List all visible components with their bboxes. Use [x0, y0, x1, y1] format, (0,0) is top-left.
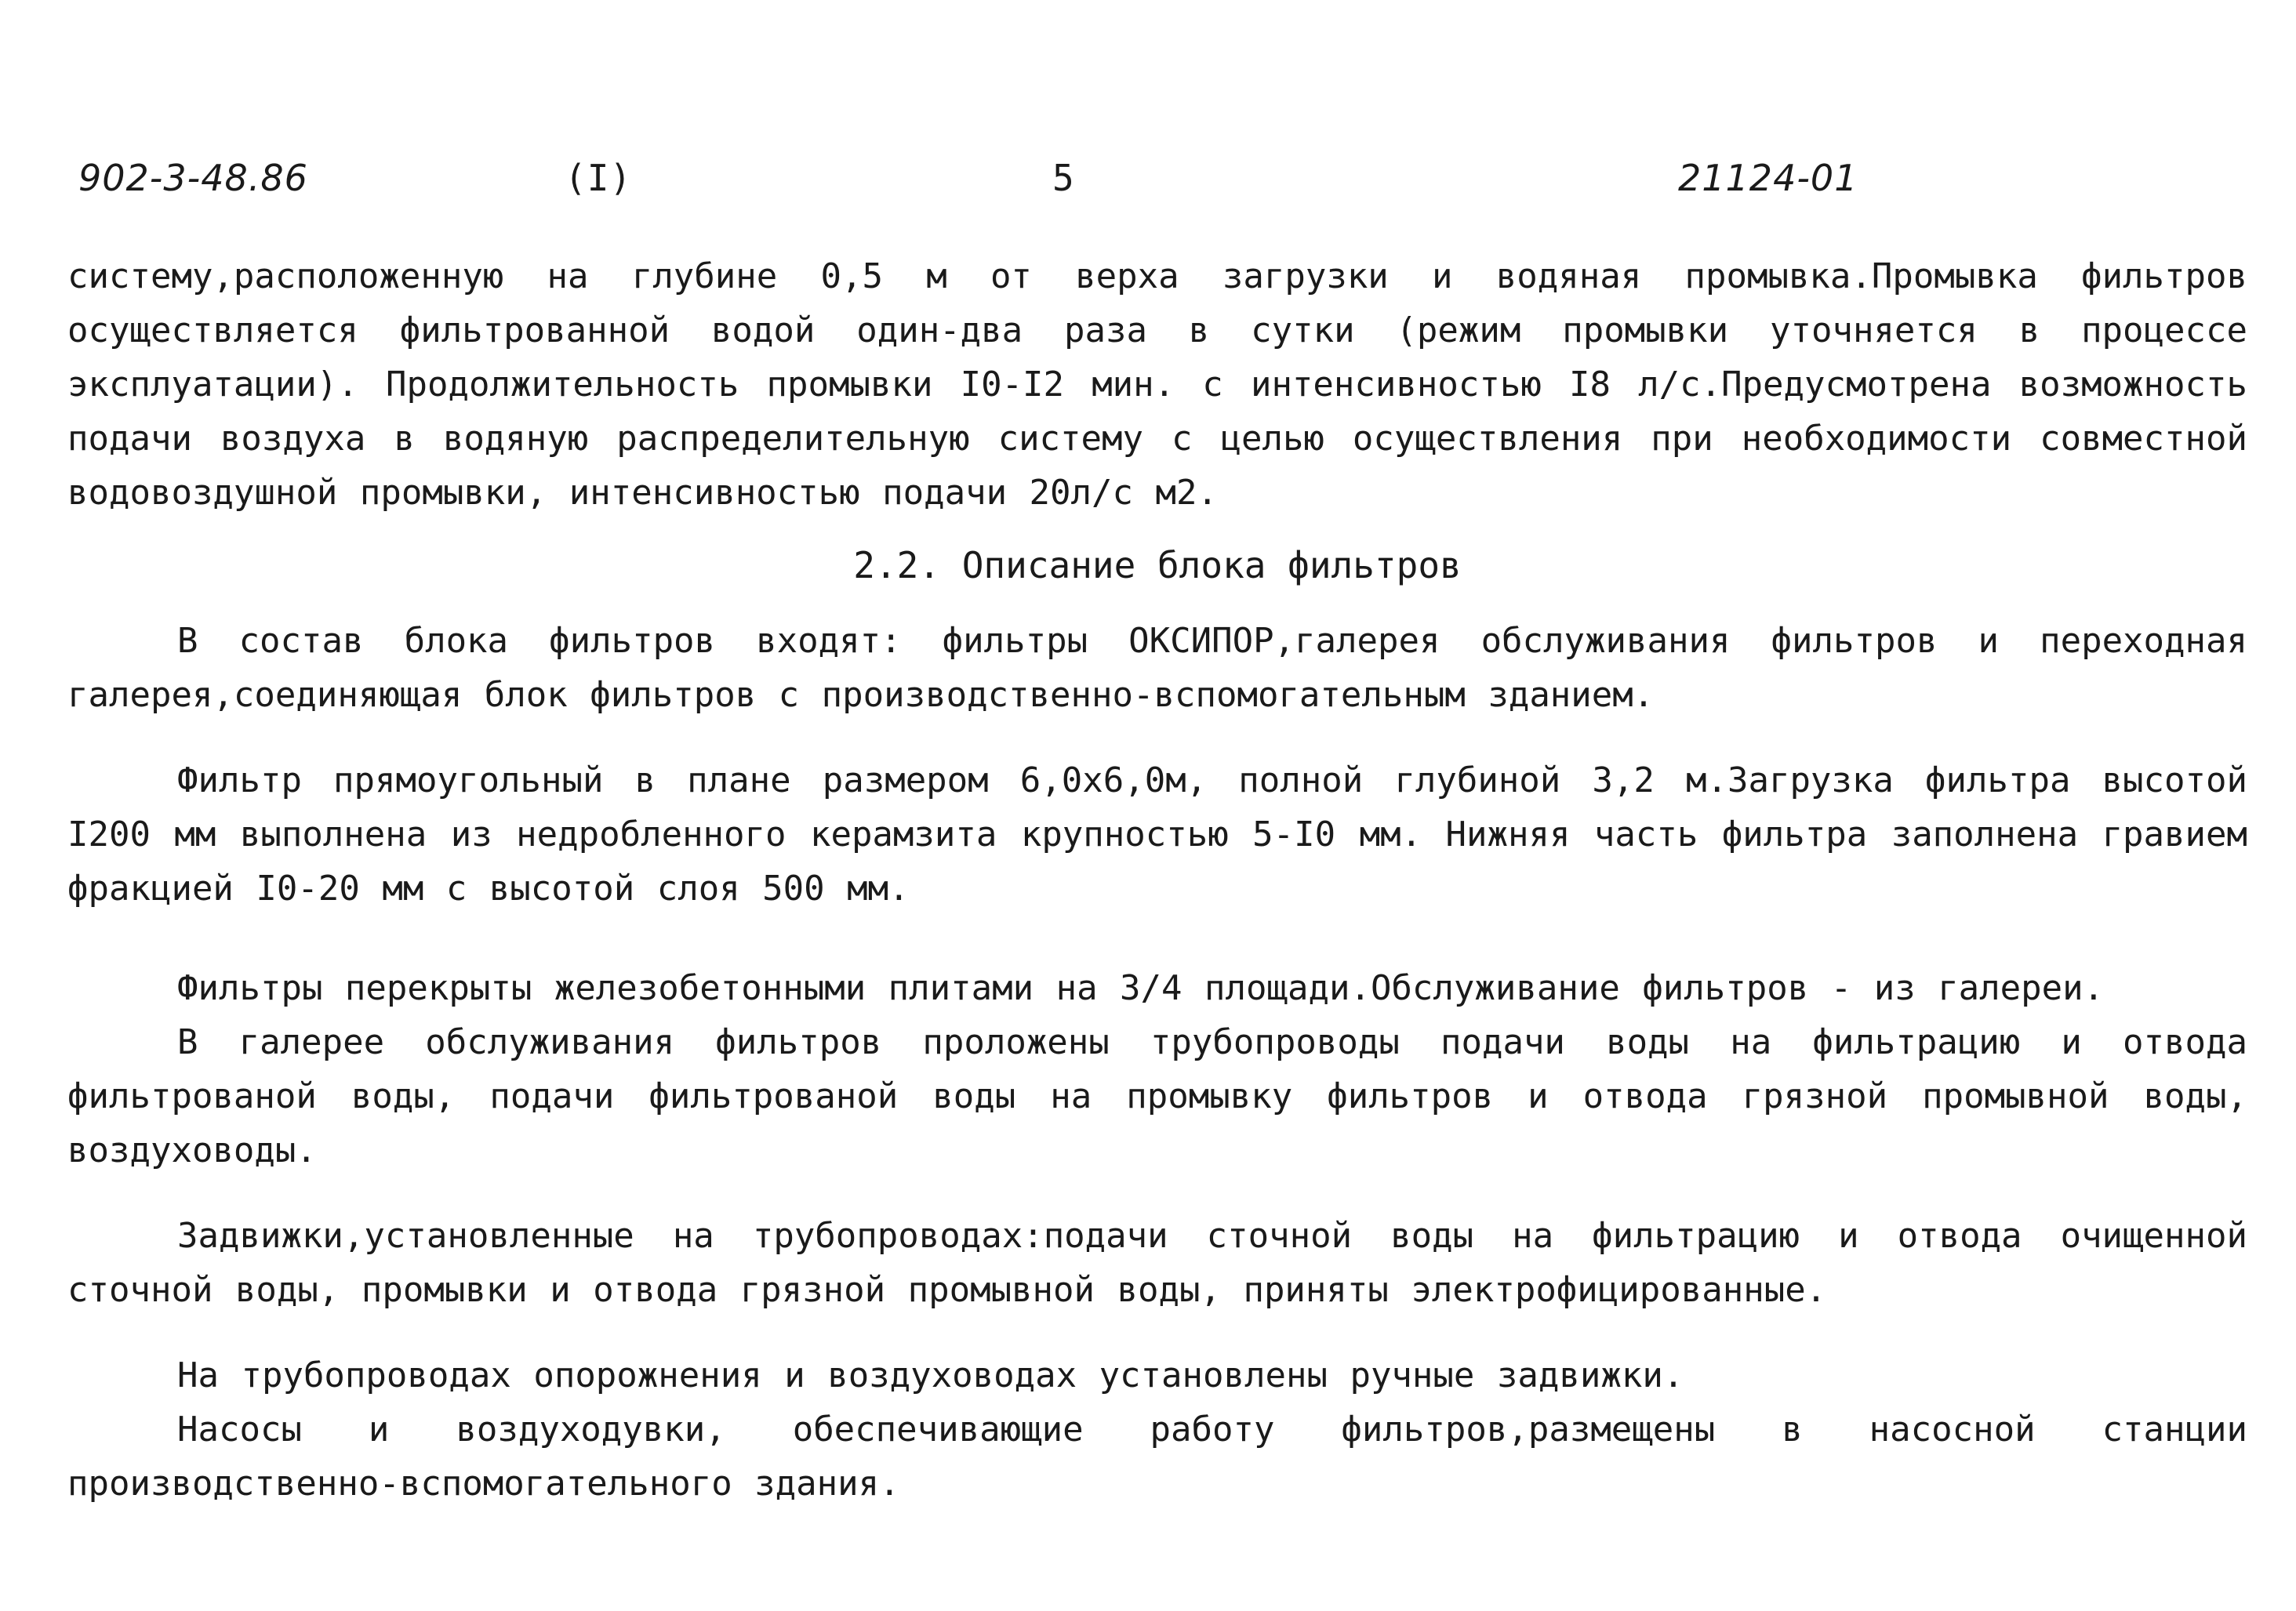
page-number: 5 — [1052, 157, 1075, 199]
paragraph-composition: В состав блока фильтров входят: фильтры ОКСИПОР,галерея обслуживания фильтров и переходная галерея,соединяющая блок фильтров с производственно-вспомогательным зданием. — [67, 621, 2247, 715]
paragraph-gallery-pipes: В галерее обслуживания фильтров проложены трубопроводы подачи воды на фильтрацию и отвода фильтрованой воды, подачи фильтрованой воды на промывку фильтров и отвода грязной промывной воды, воздуховоды. — [67, 1022, 2247, 1170]
paragraph-filter-dimensions: Фильтр прямоугольный в плане размером 6,0х6,0м, полной глубиной 3,2 м.Загрузка фильтра высотой I200 мм выполнена из недробленного керамзита крупностью 5-I0 мм. Нижняя часть фильтра заполнена гравием фракцией I0-20 мм с высотой слоя 500 мм. — [67, 760, 2247, 909]
part-number: (I) — [565, 157, 633, 199]
document-body — [67, 249, 2247, 1511]
paragraph-pumps: Насосы и воздуходувки, обеспечивающие работу фильтров,размещены в насосной станции производственно-вспомогательного здания. — [67, 1410, 2247, 1504]
page-header — [0, 157, 2296, 212]
paragraph-manual-valves: На трубопроводах опорожнения и воздуховодах установлены ручные задвижки. — [177, 1355, 1684, 1395]
sheet-number: 21124-01 — [1678, 157, 1858, 199]
paragraph-valves: Задвижки,установленные на трубопроводах:подачи сточной воды на фильтрацию и отвода очищенной сточной воды, промывки и отвода грязной промывной воды, приняты электрофицированные. — [67, 1216, 2247, 1310]
intro-paragraph: систему,расположенную на глубине 0,5 м от верха загрузки и водяная промывка.Промывка фильтров осуществляется фильтрованной водой один-два раза в сутки (режим промывки уточняется в процессе эксплуатации). Продолжительность промывки I0-I2 мин. с интенсивностью I8 л/с.Предусмотрена возможность подачи воздуха в водяную распределительную систему с целью осуществления при необходимости совместной водовоздушной промывки, интенсивностью подачи 20л/с м2. — [67, 256, 2247, 513]
section-heading: 2.2. Описание блока фильтров — [853, 544, 1462, 586]
document-code: 902-3-48.86 — [78, 157, 308, 199]
paragraph-filter-cover: Фильтры перекрыты железобетонными плитами на 3/4 площади.Обслуживание фильтров - из галереи. — [177, 968, 2105, 1008]
